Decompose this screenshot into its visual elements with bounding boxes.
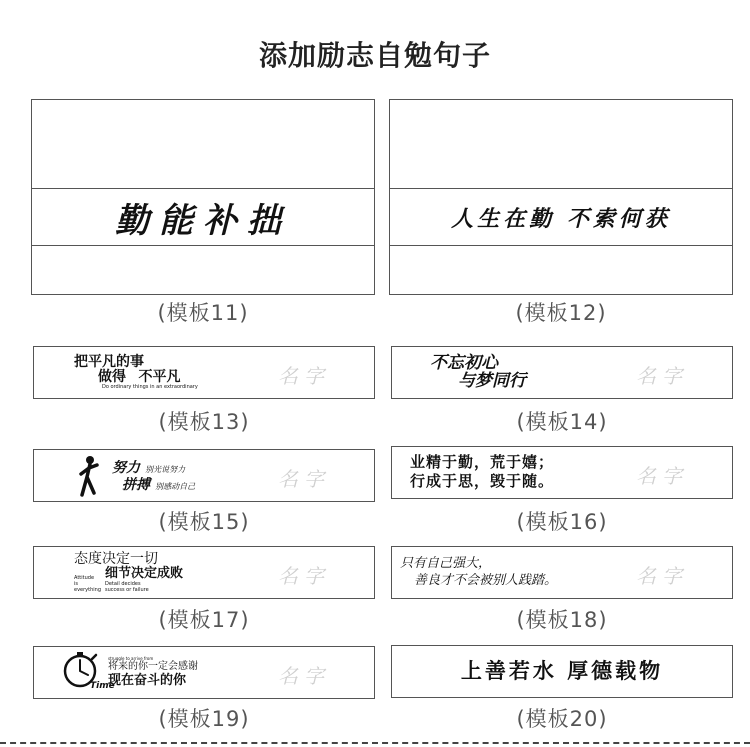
template-19-time: Time (90, 681, 115, 691)
template-14-line2: 与梦同行 (458, 370, 526, 391)
template-13-line2b: 不平凡 (138, 368, 181, 385)
template-20-label: (模板20) (516, 707, 608, 731)
template-17-sample (74, 547, 183, 598)
template-12-card[interactable] (389, 99, 733, 295)
name-placeholder: 名字 (278, 364, 330, 388)
name-placeholder: 名字 (636, 564, 688, 588)
template-12-band (390, 188, 732, 246)
template-15-label: (模板15) (158, 510, 250, 534)
template-12-label: (模板12) (515, 301, 607, 325)
template-13-line1: 把平凡的事 (74, 353, 144, 370)
template-13-line2a: 做得 (98, 368, 126, 385)
template-14-sample (430, 347, 526, 398)
template-15-card[interactable] (33, 449, 375, 502)
template-17-line1: 态度决定一切 (74, 551, 158, 568)
template-19-small: struggle to arrive from (108, 656, 154, 662)
template-17-label: (模板17) (158, 608, 250, 632)
template-16-sample (410, 447, 554, 498)
template-17-card[interactable] (33, 546, 375, 599)
template-16-line1: 业精于勤，荒于嬉； (410, 453, 555, 472)
template-17-e1: Attitude (74, 574, 95, 581)
template-18-line1: 只有自己强大， (400, 556, 492, 572)
template-19-card[interactable] (33, 646, 375, 699)
template-16-label: (模板16) (516, 510, 608, 534)
runner-icon (78, 455, 100, 497)
template-19-label: (模板19) (158, 707, 250, 731)
template-13-subtitle: Do ordinary things in an extraordinary (102, 384, 198, 391)
template-19-sample (108, 647, 198, 698)
template-17-sub2: success or failure (105, 586, 149, 593)
template-18-card[interactable] (391, 546, 733, 599)
template-11-label: (模板11) (157, 301, 249, 325)
template-17-line2: 细节决定成败 (105, 566, 184, 582)
template-17-sub1: Detail decides (105, 580, 141, 587)
template-13-sample (74, 347, 198, 398)
name-placeholder: 名字 (278, 564, 330, 588)
template-12-text: 人生在勤 不索何获 (451, 205, 671, 232)
template-11-band (32, 188, 374, 246)
page-title: 添加励志自勉句子 (258, 39, 491, 72)
bottom-divider (0, 742, 750, 744)
name-placeholder: 名字 (278, 664, 330, 688)
template-18-label: (模板18) (516, 608, 608, 632)
template-20-text: 上善若水 厚德载物 (460, 658, 664, 684)
template-20-sample (392, 646, 732, 697)
template-19-line1: 将来的你一定会感谢 (108, 660, 198, 672)
template-16-card[interactable] (391, 446, 733, 499)
template-13-label: (模板13) (158, 410, 250, 434)
template-18-line2: 善良才不会被别人践踏。 (414, 573, 558, 588)
name-placeholder: 名字 (278, 467, 330, 491)
template-20-card[interactable] (391, 645, 733, 698)
template-13-card[interactable] (33, 346, 375, 399)
name-placeholder: 名字 (636, 464, 688, 488)
template-14-label: (模板14) (516, 410, 608, 434)
template-15-b1: 拼搏 (122, 476, 150, 493)
template-15-b2: 别感动自己 (155, 481, 196, 491)
name-placeholder: 名字 (636, 364, 688, 388)
template-11-text: 勤能补拙 (115, 200, 291, 241)
template-18-sample (400, 547, 557, 598)
template-14-card[interactable] (391, 346, 733, 399)
template-15-sample (112, 450, 195, 501)
template-19-line2: 现在奋斗的你 (108, 673, 187, 689)
template-17-e3: everything (74, 586, 101, 593)
template-11-card[interactable] (31, 99, 375, 295)
template-15-a2: 别光说努力 (145, 464, 186, 474)
template-16-line2: 行成于思，毁于随。 (410, 472, 555, 490)
template-17-e2: is (74, 580, 78, 587)
template-14-line1: 不忘初心 (430, 352, 498, 373)
template-15-a1: 努力 (112, 459, 140, 476)
